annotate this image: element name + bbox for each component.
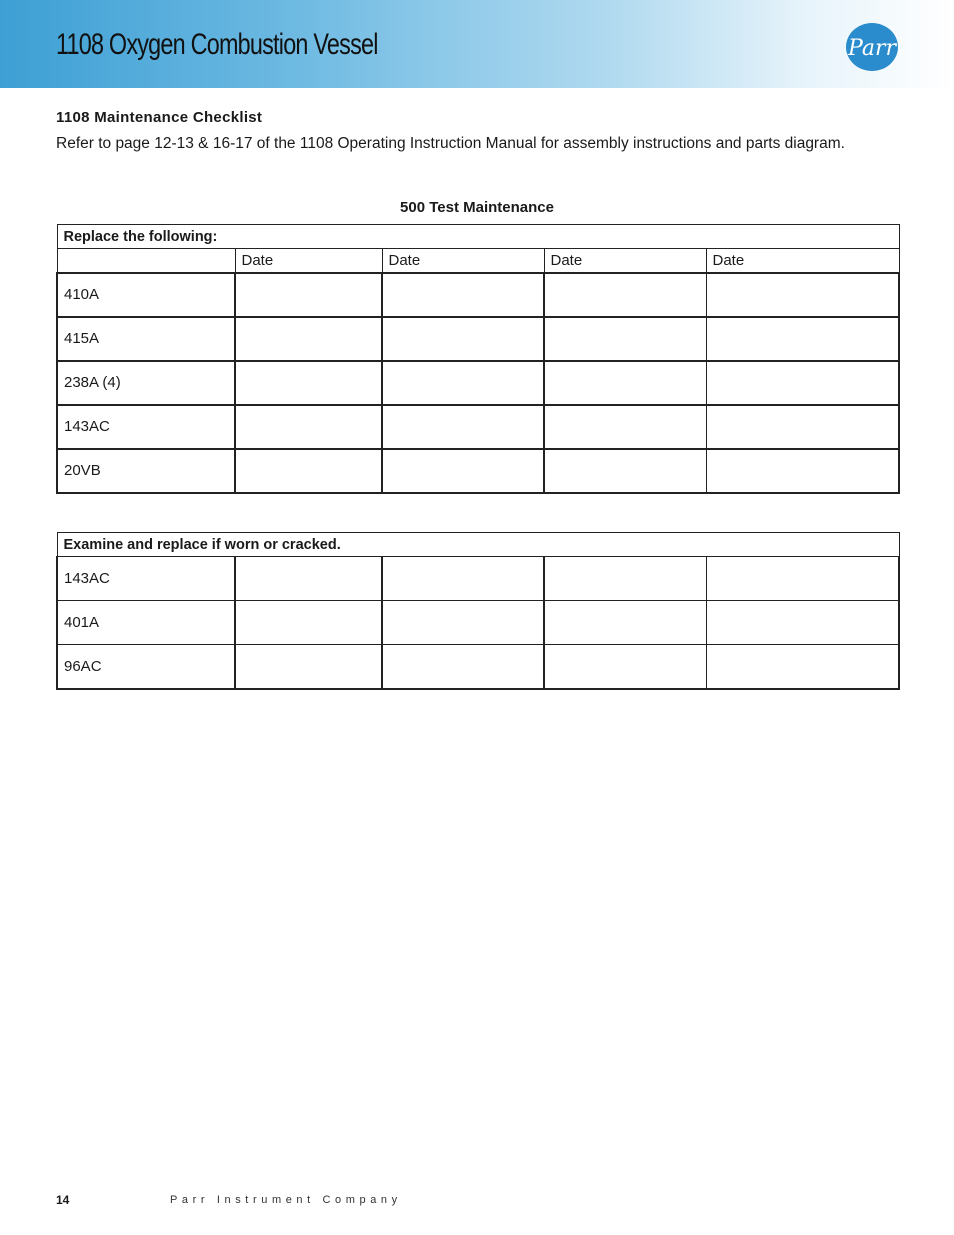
page-title: 1108 Oxygen Combustion Vessel <box>56 28 378 61</box>
footer-company: Parr Instrument Company <box>170 1194 402 1206</box>
date-cell[interactable] <box>706 557 899 601</box>
table-row <box>57 317 899 361</box>
date-cell[interactable] <box>382 557 544 601</box>
part-number: 20VB <box>57 449 235 493</box>
date-cell[interactable] <box>235 645 382 689</box>
date-cell[interactable] <box>382 601 544 645</box>
date-cell[interactable] <box>235 317 382 361</box>
part-number: 401A <box>57 601 235 645</box>
date-cell[interactable] <box>544 449 706 493</box>
date-cell[interactable] <box>235 405 382 449</box>
date-cell[interactable] <box>382 645 544 689</box>
date-cell[interactable] <box>706 317 899 361</box>
date-cell[interactable] <box>235 449 382 493</box>
page-header <box>0 0 954 88</box>
date-cell[interactable] <box>706 449 899 493</box>
date-cell[interactable] <box>544 317 706 361</box>
parr-logo <box>845 22 899 72</box>
replace-table <box>56 224 900 494</box>
date-header: Date <box>544 249 706 273</box>
date-cell[interactable] <box>544 601 706 645</box>
date-cell[interactable] <box>382 273 544 317</box>
page-number: 14 <box>56 1193 70 1207</box>
date-cell[interactable] <box>382 361 544 405</box>
intro-paragraph: Refer to page 12-13 & 16-17 of the 1108 Operating Instruction Manual for assembly instructions and parts diagram. <box>56 135 845 152</box>
examine-table-heading: Examine and replace if worn or cracked. <box>57 533 899 557</box>
part-number: 143AC <box>57 405 235 449</box>
table-row <box>57 361 899 405</box>
part-number: 415A <box>57 317 235 361</box>
date-cell[interactable] <box>706 645 899 689</box>
date-cell[interactable] <box>235 601 382 645</box>
part-number: 96AC <box>57 645 235 689</box>
date-cell[interactable] <box>706 405 899 449</box>
date-cell[interactable] <box>235 361 382 405</box>
section-heading: 1108 Maintenance Checklist <box>56 109 263 126</box>
replace-table-heading: Replace the following: <box>57 225 899 249</box>
part-number: 410A <box>57 273 235 317</box>
table-row <box>57 449 899 493</box>
examine-table <box>56 532 900 690</box>
table-cell <box>57 249 235 273</box>
table-caption: 500 Test Maintenance <box>400 199 554 216</box>
table-row <box>57 405 899 449</box>
table-row <box>57 273 899 317</box>
date-cell[interactable] <box>544 273 706 317</box>
date-cell[interactable] <box>544 405 706 449</box>
date-cell[interactable] <box>544 645 706 689</box>
date-cell[interactable] <box>706 361 899 405</box>
date-header: Date <box>382 249 544 273</box>
date-cell[interactable] <box>382 449 544 493</box>
date-cell[interactable] <box>235 273 382 317</box>
date-cell[interactable] <box>706 601 899 645</box>
date-cell[interactable] <box>382 317 544 361</box>
part-number: 143AC <box>57 557 235 601</box>
svg-text:Parr: Parr <box>848 36 896 61</box>
table-row <box>57 645 899 689</box>
table-row <box>57 601 899 645</box>
date-header: Date <box>235 249 382 273</box>
date-cell[interactable] <box>382 405 544 449</box>
date-header: Date <box>706 249 899 273</box>
table-row <box>57 557 899 601</box>
date-cell[interactable] <box>544 557 706 601</box>
date-cell[interactable] <box>544 361 706 405</box>
part-number: 238A (4) <box>57 361 235 405</box>
date-cell[interactable] <box>235 557 382 601</box>
date-cell[interactable] <box>706 273 899 317</box>
